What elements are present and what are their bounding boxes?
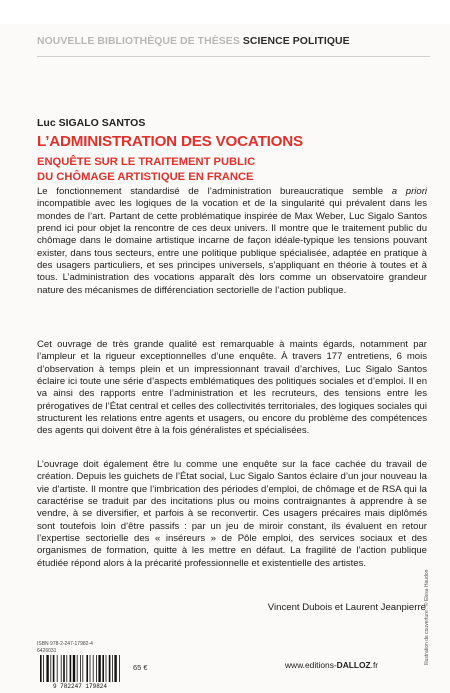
subtitle-line-2: DU CHÔMAGE ARTISTIQUE EN FRANCE [37,170,254,183]
series-divider [37,56,430,57]
price-label: 65 € [133,663,148,672]
isbn-number: ISBN 978-2-247-17982-4 [37,641,93,647]
top-band [0,0,450,24]
barcode-image [37,654,123,689]
book-title: L’ADMINISTRATION DES VOCATIONS [37,133,303,150]
p1-italic-term: a priori [391,186,427,197]
isbn-block [37,641,93,654]
blurb-paragraph-2: Cet ouvrage de très grande qualité est remarquable à maints égards, notamment par l’ampleur et la rigueur exceptionnelles d’une enquête. À travers 177 entretiens, 6 mois d’observation à temps plein et un impressionnant travail d’archives, Luc Sigalo Santos éclaire ici toute une série d’aspects emblématiques des politiques sociales et d’emploi. Il en va ainsi des rapports entre l’administration et les recruteurs, des tensions entre les prérogatives de l’État central et celles des collectivités territoriales, des logiques sociales qui structurent les relations entre agents et usagers, ou encore du problème des compétences des agents qui doivent être à la fois généralistes et spécialisées. [37,339,427,437]
blurb-paragraph-3: L’ouvrage doit également être lu comme une enquête sur la face cachée du travail de création. Depuis les guichets de l’État social, Luc Sigalo Santos éclaire d’un jour nouveau la vie d’artiste. Il montre que l’imbrication des périodes d’emploi, de chômage et de RSA qui la caractérise se traduit par des incitations plus ou moins contraignantes à apprendre à se vendre, à se diversifier, et parfois à se reconvertir. Ces usagers précaires mais diplômés sont toutefois loin d’être passifs : par un jeu de miroir constant, ils évaluent en retour l’expertise sectorielle des « inséreurs » de Pôle emploi, des services sociaux et des organismes de formation, quitte à les mettre en défaut. La fragilité de l’action publique étudiée répond alors à la précarité professionnelle et existentielle des artistes. [37,459,427,569]
cover-illustration-credit: Illustration de couverture : © Elesa Haudon [424,569,430,665]
series-collection-label: NOUVELLE BIBLIOTHÈQUE DE THÈSES [37,36,240,47]
website-brand: DALLOZ [336,660,371,670]
blurb-paragraph-1 [37,186,427,297]
publisher-website [285,660,378,670]
barcode-digits: 9 782247 179824 [52,683,108,689]
series-discipline-label: SCIENCE POLITIQUE [242,36,350,47]
author-name: Luc SIGALO SANTOS [37,117,146,129]
series-heading [37,36,429,47]
website-prefix: www.editions- [285,660,337,670]
p1-text-start: Le fonctionnement standardisé de l’administration bureaucratique semble [37,186,392,197]
blurb-signature: Vincent Dubois et Laurent Jeanpierre [267,602,426,613]
subtitle-line-1: ENQUÊTE SUR LE TRAITEMENT PUBLIC [37,156,256,168]
book-subtitle [37,155,255,184]
website-suffix: .fr [370,660,379,670]
p1-text-end: incompatible avec les logiques de la vocation et de la singularité qui prévalent dans les mondes de l’art. Partant de cette problématique inspirée de Max Weber, Luc Sigalo Santos prend ici pour objet la rencontre de ces deux univers. Il montre que le traitement public du chômage dans le domaine artistique incarne de façon idéale-typique les tensions pouvant exister, dans tous secteurs, entre une politique publique spécialisée, adaptée en pratique à des usagers particuliers, et ses principes universels, s’appliquant en théorie à toutes et à tous. L’administration des vocations apparaît dès lors comme un observatoire grandeur nature des mécanismes de différenciation sectorielle de l’action publique. [37,198,427,296]
isbn-code: 6426031 [37,647,57,654]
